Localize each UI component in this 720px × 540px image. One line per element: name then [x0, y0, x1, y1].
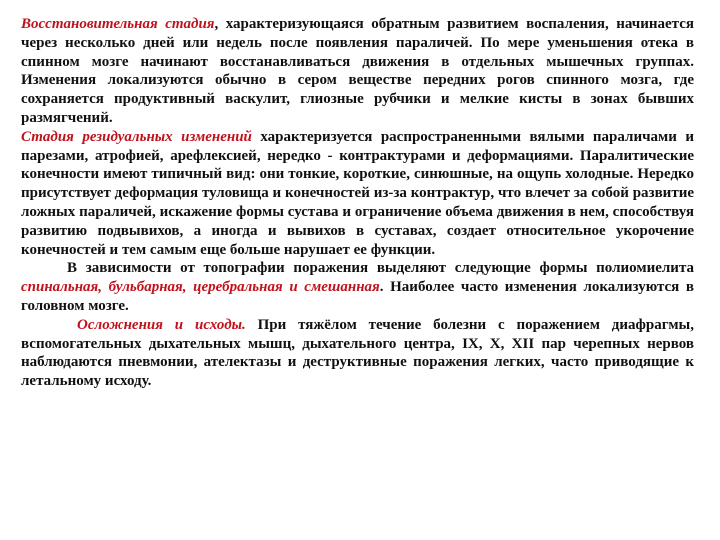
- paragraph-text: В зависимости от топографии поражения выделяют следующие формы полиомиелита: [67, 260, 694, 277]
- term-residual-stage: Стадия резидуальных изменений: [21, 128, 252, 145]
- term-complications: Осложнения и исходы.: [77, 316, 246, 333]
- term-recovery-stage: Восстановительная стадия: [21, 16, 215, 32]
- term-forms: спинальная, бульбарная, церебральная и смешанная: [21, 279, 380, 296]
- paragraph-recovery-stage: [21, 15, 694, 128]
- paragraph-text: . Наиболее часто изменения локализуются в головном мозге.: [21, 279, 695, 314]
- document-page: [21, 15, 694, 391]
- paragraph-complications: [21, 316, 694, 391]
- paragraph-text: характеризуется распространенными вялыми параличами и парезами, атрофией, арефлексией, нередко - контрактурами и деформациями. Паралитические конечности имеют типичный вид: они тонкие, короткие, синюшные, на ощупь холодные. Нередко присутствует деформация туловища и конечностей из-за контрактур, что влечет за собой развитие ложных параличей, искажение формы сустава и ограничение объема движения в нем, способствуя развитию подвывихов, а иногда и вывихов в суставах, создает относительное укорочение конечностей и тем самым еще больше нарушает ее функции.: [21, 128, 694, 258]
- paragraph-residual-stage: [21, 128, 694, 260]
- paragraph-text: , характеризующаяся обратным развитием воспаления, начинается через несколько дней или недель после появления параличей. По мере уменьшения отека в спинном мозге начинают восстанавливаться движения в отдельных мышечных группах. Изменения локализуются обычно в сером веществе передних рогов спинного мозга, где сохраняется продуктивный васкулит, глиозные рубчики и мелкие кисты в зонах бывших размягчений.: [21, 16, 694, 126]
- paragraph-text: При тяжёлом течение болезни с поражением диафрагмы, вспомогательных дыхательных мышц, дыхательного центра, IX, X, XII пар черепных нервов наблюдаются пневмонии, ателектазы и деструктивные поражения легких, часто приводящие к летальному исходу.: [21, 316, 695, 390]
- paragraph-forms: [21, 259, 694, 315]
